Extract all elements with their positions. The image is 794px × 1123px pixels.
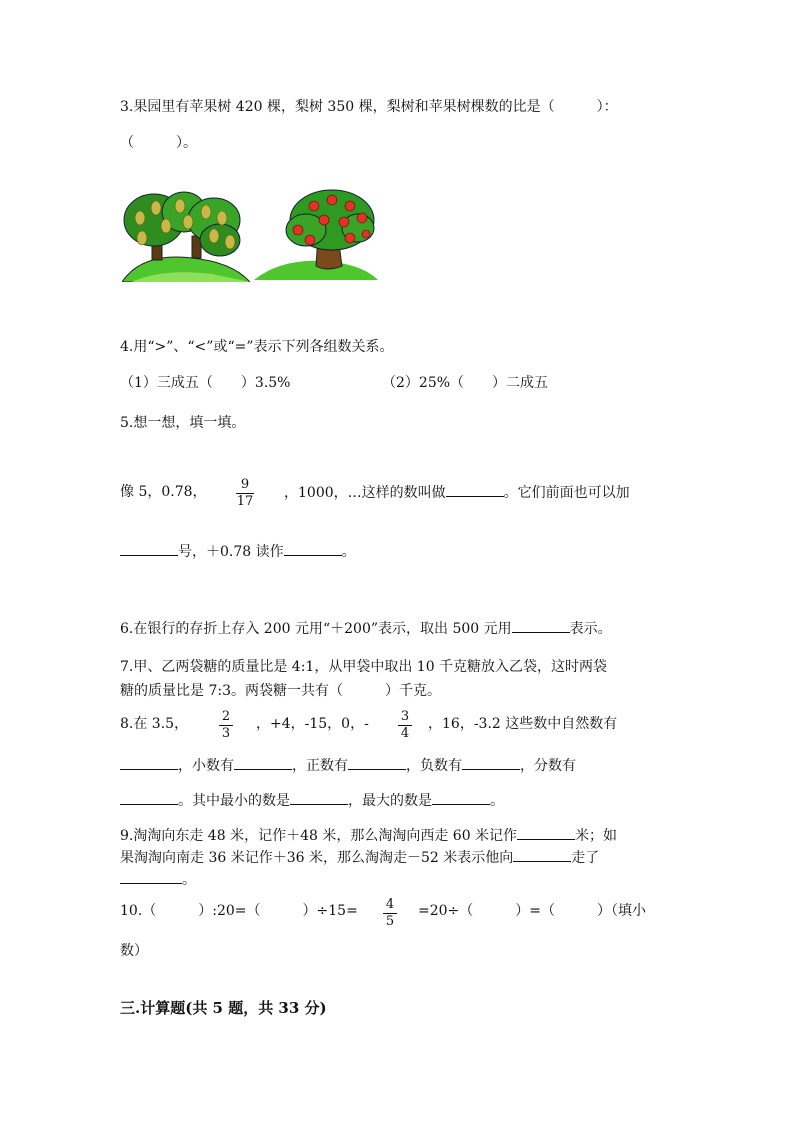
- q5-line1-post: [284, 482, 630, 503]
- q5-line2a-text: 号，＋0.78 读作: [178, 544, 284, 560]
- q9-line2: [120, 847, 599, 868]
- q8-fraction-2-denominator: 4: [400, 726, 410, 741]
- q9-line3: [120, 869, 196, 890]
- q9-line1: [120, 825, 617, 846]
- q9-line1a-text: 9.淘淘向东走 48 米，记作＋48 米，那么淘淘向西走 60 米记作: [120, 828, 518, 844]
- q5-blank-1[interactable]: [446, 482, 504, 497]
- q9-blank-3[interactable]: [120, 869, 182, 884]
- q9-line2b-text: 走了: [571, 850, 600, 866]
- q7-line1: 7.甲、乙两袋糖的质量比是 4:1，从甲袋中取出 10 千克糖放入乙袋，这时两袋: [120, 659, 608, 675]
- q5-post2-text: 。它们前面也可以加: [503, 485, 630, 501]
- q7-line2: 糖的质量比是 7:3。两袋糖一共有（ ）千克。: [120, 683, 441, 699]
- q6-post-text: 表示。: [569, 621, 612, 637]
- q8-line2d-text: ，分数有: [520, 758, 576, 774]
- q8-fraction-2: [398, 710, 412, 741]
- q8-line1-post: ，16，-3.2 这些数中自然数有: [428, 716, 618, 732]
- q9-line3-text: 。: [182, 872, 196, 888]
- q5-line1-pre: 像 5，0.78，: [120, 484, 207, 500]
- q8-line3: [120, 790, 504, 811]
- q5-fraction-denominator: 17: [236, 494, 254, 509]
- q8-blank-natural[interactable]: [120, 755, 178, 770]
- q5-line2: [120, 541, 356, 562]
- q8-line1-pre: 8.在 3.5，: [120, 716, 189, 732]
- q8-fraction-1: [219, 710, 233, 741]
- q8-fraction-1-numerator: 2: [221, 709, 231, 724]
- q8-blank-negative[interactable]: [462, 755, 520, 770]
- q8-fraction-1-denominator: 3: [221, 726, 231, 741]
- q5-fraction-numerator: 9: [240, 477, 250, 492]
- q8-blank-decimal[interactable]: [234, 755, 292, 770]
- q5-title: 5.想一想，填一填。: [120, 415, 246, 431]
- q4-part1: （1）三成五（ ）3.5%: [120, 375, 291, 391]
- q5-fraction: [236, 478, 254, 509]
- q10-fraction-denominator: 5: [385, 914, 395, 929]
- q10-line1-pre: 10.（ ）:20=（ ）÷15=: [120, 903, 358, 919]
- q5-post-text: ，1000，…这样的数叫做: [284, 485, 446, 501]
- q4-part2: （2）25%（ ）二成五: [382, 375, 549, 391]
- q8-blank-smallest[interactable]: [290, 790, 348, 805]
- q9-line2a-text: 果淘淘向南走 36 米记作＋36 米，那么淘淘走－52 米表示他向: [120, 850, 514, 866]
- q8-line3b-text: ，最大的数是: [348, 793, 432, 809]
- q10-fraction-numerator: 4: [385, 897, 395, 912]
- q5-line2b-text: 。: [341, 544, 356, 560]
- q9-blank-1[interactable]: [517, 825, 575, 840]
- q10-fraction: [383, 898, 397, 929]
- q8-line1-mid: ，+4，-15，0，-: [256, 716, 369, 732]
- q8-blank-largest[interactable]: [432, 790, 490, 805]
- q8-blank-fraction[interactable]: [120, 790, 178, 805]
- q9-blank-2[interactable]: [513, 847, 571, 862]
- q10-line2: 数）: [120, 943, 148, 959]
- q8-blank-positive[interactable]: [348, 755, 406, 770]
- pear-tree-illustration: [122, 190, 250, 282]
- q8-line3c-text: 。: [490, 793, 504, 809]
- section-heading: 三.计算题(共 5 题，共 33 分): [120, 999, 327, 1017]
- q4-title: 4.用“>”、“<”或“=”表示下列各组数关系。: [120, 339, 394, 355]
- q8-fraction-2-numerator: 3: [400, 709, 410, 724]
- q10-line1-post: =20÷（ ）=（ ）（填小: [418, 903, 647, 919]
- q8-line2: [120, 755, 576, 776]
- q8-line2c-text: ，负数有: [406, 758, 462, 774]
- q6-blank[interactable]: [512, 618, 570, 633]
- q6-pre-text: 6.在银行的存折上存入 200 元用“＋200”表示，取出 500 元用: [120, 621, 512, 637]
- q5-blank-2[interactable]: [120, 541, 178, 556]
- q5-blank-3[interactable]: [284, 541, 342, 556]
- q3-line1: 3.果园里有苹果树 420 棵，梨树 350 棵，梨树和苹果树棵数的比是（ ）：: [120, 99, 618, 115]
- q8-line2a-text: ，小数有: [178, 758, 234, 774]
- q9-line1b-text: 米；如: [575, 828, 618, 844]
- q3-line2: （ ）。: [120, 135, 197, 151]
- q8-line3a-text: 。其中最小的数是: [178, 793, 290, 809]
- q8-line2b-text: ，正数有: [292, 758, 348, 774]
- apple-tree-illustration: [254, 186, 378, 280]
- q6-line: [120, 618, 612, 639]
